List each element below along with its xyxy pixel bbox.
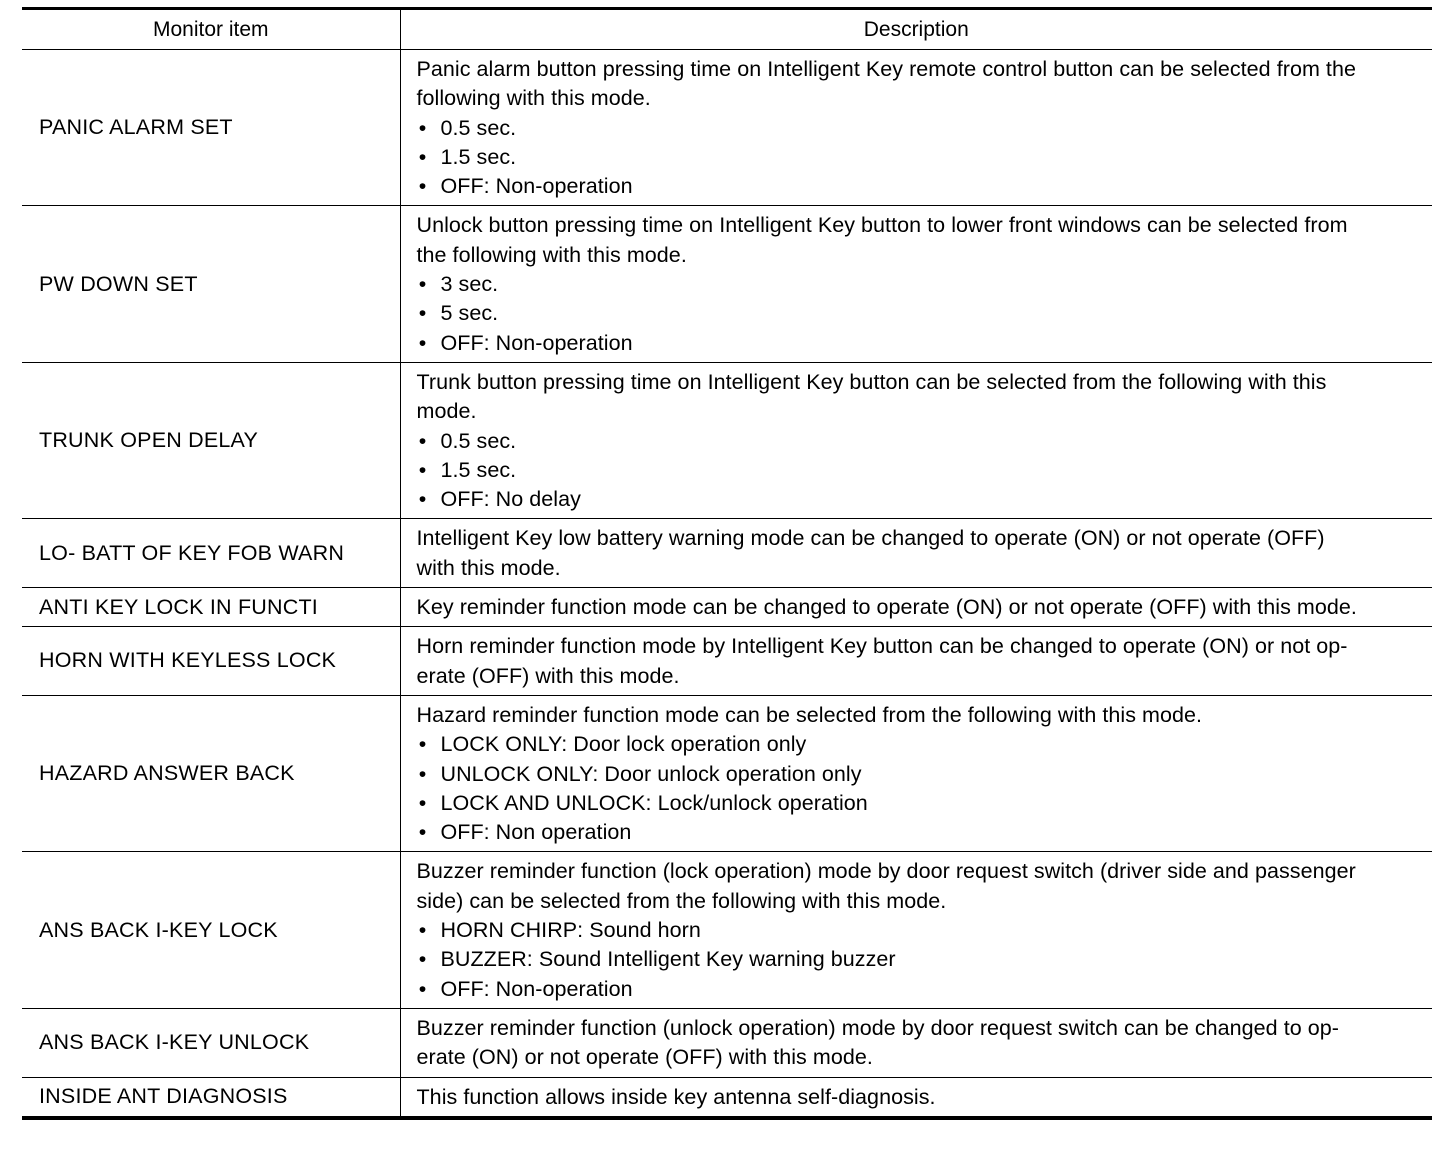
option-list xyxy=(417,730,1425,847)
bullet-icon: • xyxy=(418,732,427,757)
option-text: OFF: Non operation xyxy=(440,820,632,845)
description-text-line: Key reminder function mode can be changed to operate (ON) or not operate (OFF) with this mode. xyxy=(416,595,1357,620)
option-text: 0.5 sec. xyxy=(440,428,517,453)
table-row xyxy=(22,627,1432,696)
header-description: Description xyxy=(400,9,1432,50)
option-text: 0.5 sec. xyxy=(440,115,517,140)
bullet-icon: • xyxy=(418,144,427,169)
description-cell xyxy=(400,50,1432,206)
option-list xyxy=(417,114,1425,202)
monitor-item-cell: ANS BACK I-KEY LOCK xyxy=(22,852,400,1008)
description-cell xyxy=(400,519,1432,588)
option-text: OFF: Non-operation xyxy=(440,174,633,199)
monitor-item-cell: ANS BACK I-KEY UNLOCK xyxy=(22,1008,400,1077)
option-text: OFF: No delay xyxy=(440,487,581,512)
description-text-line: with this mode. xyxy=(416,555,561,580)
table-row xyxy=(22,588,1432,627)
monitor-item-cell: HAZARD ANSWER BACK xyxy=(22,695,400,851)
description-text-line: Horn reminder function mode by Intelligent Key button can be changed to operate (ON) or not op- xyxy=(416,634,1348,659)
table-row xyxy=(22,50,1432,206)
description-text-line: Hazard reminder function mode can be selected from the following with this mode. xyxy=(416,702,1203,727)
option-text: BUZZER: Sound Intelligent Key warning buzzer xyxy=(440,947,896,972)
option-text: LOCK ONLY: Door lock operation only xyxy=(440,732,807,757)
description-text-line: erate (OFF) with this mode. xyxy=(416,663,680,688)
table-row xyxy=(22,852,1432,1008)
bullet-icon: • xyxy=(418,301,427,326)
option-item xyxy=(417,975,1425,1004)
option-text: HORN CHIRP: Sound horn xyxy=(440,918,701,943)
option-item xyxy=(417,945,1425,974)
bullet-icon: • xyxy=(418,947,427,972)
description-cell xyxy=(400,206,1432,362)
option-item xyxy=(417,456,1425,485)
option-item xyxy=(417,270,1425,299)
description-text-line: the following with this mode. xyxy=(416,242,687,267)
monitor-item-cell: INSIDE ANT DIAGNOSIS xyxy=(39,1084,288,1108)
bullet-icon: • xyxy=(418,457,427,482)
description-cell xyxy=(400,362,1432,518)
option-item xyxy=(417,299,1425,328)
bullet-icon: • xyxy=(418,820,427,845)
option-item xyxy=(417,114,1425,143)
table-row xyxy=(22,1077,1432,1118)
monitor-item-cell: TRUNK OPEN DELAY xyxy=(22,362,400,518)
option-item xyxy=(417,485,1425,514)
option-text: 5 sec. xyxy=(440,301,499,326)
option-item xyxy=(417,172,1425,201)
table-row xyxy=(22,362,1432,518)
option-text: UNLOCK ONLY: Door unlock operation only xyxy=(440,761,862,786)
description-text-line: Unlock button pressing time on Intelligent Key button to lower front windows can be selected from xyxy=(416,213,1348,238)
bullet-icon: • xyxy=(418,761,427,786)
monitor-item-table xyxy=(22,7,1432,1120)
description-cell xyxy=(400,695,1432,851)
bullet-icon: • xyxy=(418,272,427,297)
option-item xyxy=(417,818,1425,847)
table-row xyxy=(22,519,1432,588)
bullet-icon: • xyxy=(418,115,427,140)
option-item xyxy=(417,730,1425,759)
bullet-icon: • xyxy=(418,790,427,815)
bullet-icon: • xyxy=(418,330,427,355)
header-monitor-item: Monitor item xyxy=(22,9,400,50)
description-text-line: Intelligent Key low battery warning mode can be changed to operate (ON) or not operate (OFF) xyxy=(416,526,1325,551)
option-text: 1.5 sec. xyxy=(440,144,517,169)
description-text-line: This function allows inside key antenna self-diagnosis. xyxy=(416,1084,936,1109)
description-cell xyxy=(400,1008,1432,1077)
description-cell xyxy=(400,852,1432,1008)
description-text-line: side) can be selected from the following with this mode. xyxy=(416,888,947,913)
table-row xyxy=(22,695,1432,851)
option-text: 3 sec. xyxy=(440,272,499,297)
bullet-icon: • xyxy=(418,976,427,1001)
option-item xyxy=(417,329,1425,358)
description-text-line: erate (ON) or not operate (OFF) with this mode. xyxy=(416,1045,873,1070)
monitor-item-cell: PW DOWN SET xyxy=(22,206,400,362)
option-item xyxy=(417,916,1425,945)
option-text: 1.5 sec. xyxy=(440,457,517,482)
monitor-item-cell: LO- BATT OF KEY FOB WARN xyxy=(22,519,400,588)
description-text-line: Buzzer reminder function (unlock operation) mode by door request switch can be changed to op- xyxy=(416,1015,1339,1040)
description-cell xyxy=(400,588,1432,627)
option-list xyxy=(417,427,1425,515)
option-list xyxy=(417,270,1425,358)
monitor-item-cell: PANIC ALARM SET xyxy=(22,50,400,206)
description-text-line: Trunk button pressing time on Intelligent Key button can be selected from the following with this xyxy=(416,369,1327,394)
monitor-item-cell: HORN WITH KEYLESS LOCK xyxy=(22,627,400,696)
option-item xyxy=(417,143,1425,172)
description-text-line: mode. xyxy=(416,399,477,424)
bullet-icon: • xyxy=(418,174,427,199)
bullet-icon: • xyxy=(418,487,427,512)
option-text: OFF: Non-operation xyxy=(440,976,633,1001)
option-item xyxy=(417,789,1425,818)
option-item xyxy=(417,760,1425,789)
bullet-icon: • xyxy=(418,428,427,453)
option-text: OFF: Non-operation xyxy=(440,330,633,355)
description-text-line: Buzzer reminder function (lock operation) mode by door request switch (driver side and passenger xyxy=(416,859,1356,884)
description-text-line: Panic alarm button pressing time on Intelligent Key remote control button can be selected from the xyxy=(416,57,1356,81)
table-row xyxy=(22,1008,1432,1077)
monitor-item-cell: ANTI KEY LOCK IN FUNCTI xyxy=(22,588,400,627)
table-header-row xyxy=(22,9,1432,50)
table-row xyxy=(22,206,1432,362)
description-cell xyxy=(400,627,1432,696)
description-text-line: following with this mode. xyxy=(416,86,651,111)
option-list xyxy=(417,916,1425,1004)
option-item xyxy=(417,427,1425,456)
bullet-icon: • xyxy=(418,918,427,943)
description-cell xyxy=(400,1077,1432,1118)
table-body xyxy=(22,50,1432,1118)
option-text: LOCK AND UNLOCK: Lock/unlock operation xyxy=(440,790,868,815)
